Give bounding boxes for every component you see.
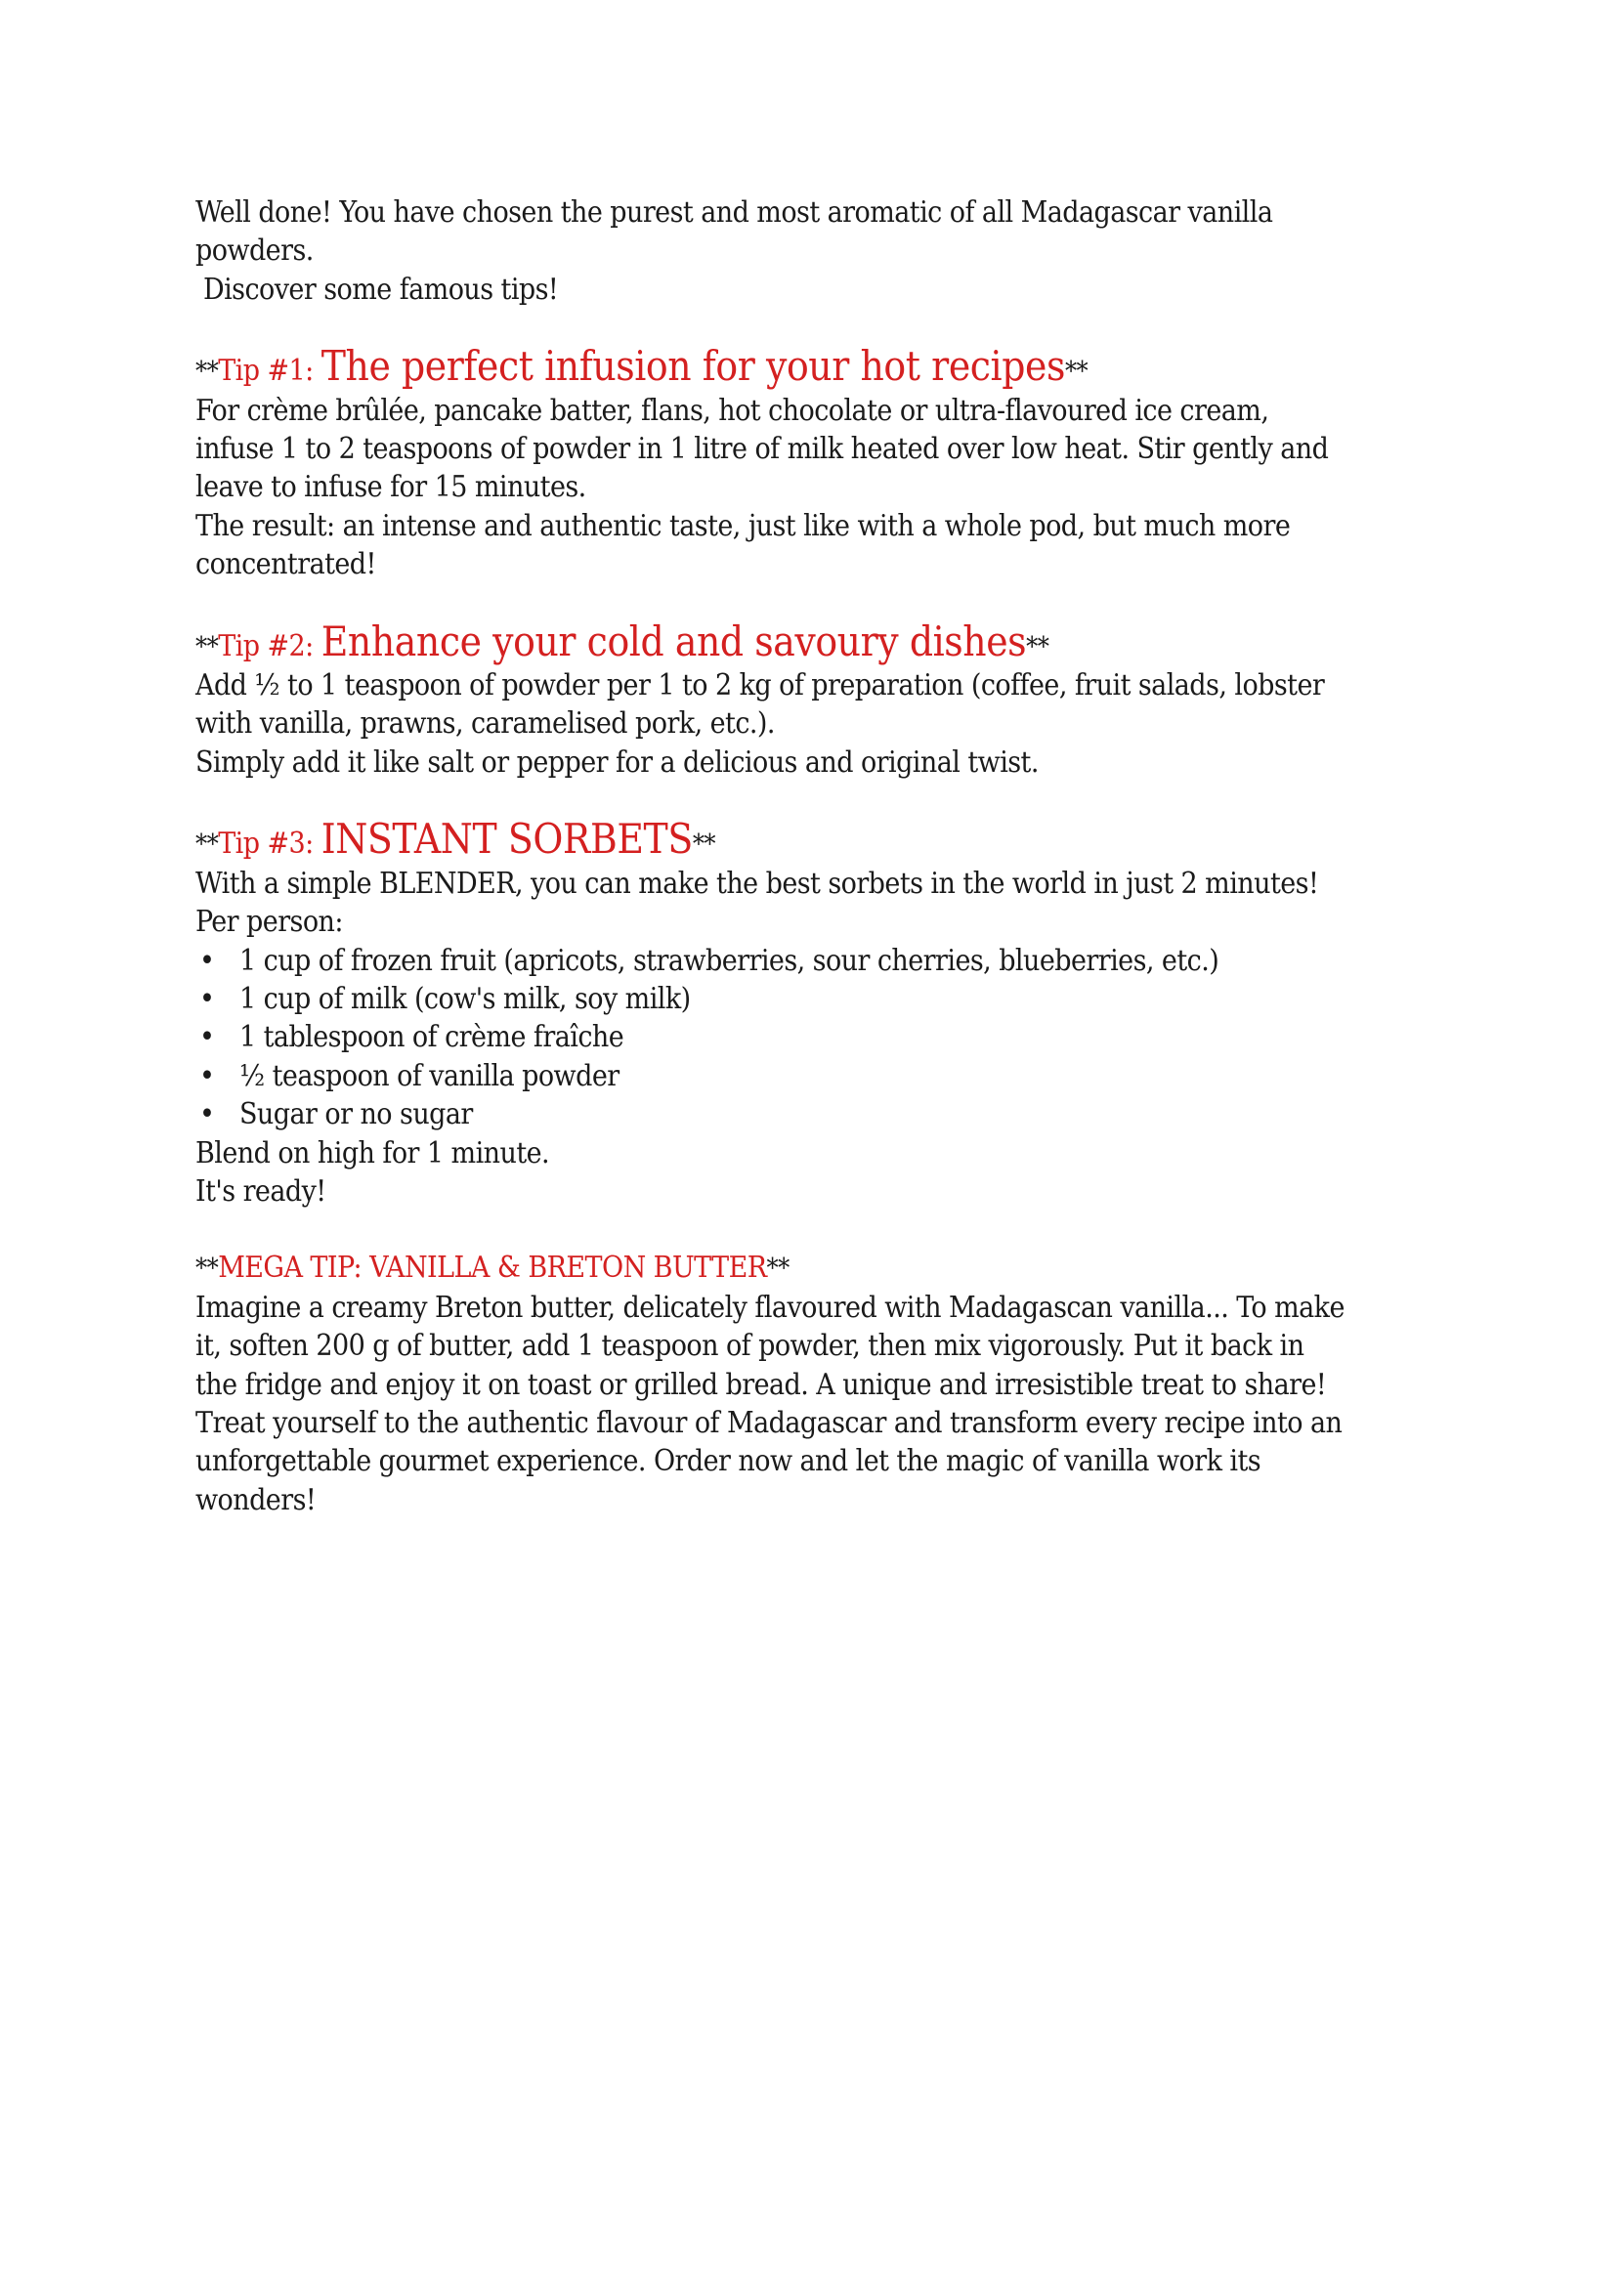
tip-3-line: Per person: xyxy=(195,905,343,940)
tip-prefix-stars: ** xyxy=(195,631,219,662)
tip-suffix-stars: ** xyxy=(766,1254,790,1285)
bullet-icon: • xyxy=(199,1058,215,1093)
intro-line: powders. xyxy=(195,234,314,269)
tip-1-heading xyxy=(195,342,1456,391)
bullet-icon: • xyxy=(199,981,215,1016)
tip-prefix-stars: ** xyxy=(195,829,219,861)
mega-tip-label: MEGA TIP: VANILLA & BRETON BUTTER xyxy=(218,1251,767,1286)
list-item-text: Sugar or no sugar xyxy=(239,1097,473,1132)
tip-prefix-stars: ** xyxy=(195,357,219,388)
list-item xyxy=(195,942,1456,980)
list-item-text: 1 cup of frozen fruit (apricots, strawberries, sour cherries, blueberries, etc.) xyxy=(239,943,1219,978)
mega-tip-section xyxy=(195,1249,1456,1519)
mega-tip-line: unforgettable gourmet experience. Order now and let the magic of vanilla work its xyxy=(195,1444,1261,1479)
tip-3-after-line: Blend on high for 1 minute. xyxy=(195,1135,550,1170)
list-item xyxy=(195,980,1456,1018)
tip-prefix-stars: ** xyxy=(195,1254,219,1285)
tip-1-line: leave to infuse for 15 minutes. xyxy=(195,470,586,505)
tip-3-section xyxy=(195,815,1456,1211)
mega-tip-line: Treat yourself to the authentic flavour of Madagascar and transform every recipe into an xyxy=(195,1405,1343,1440)
mega-tip-heading xyxy=(195,1249,1456,1288)
tip-title: The perfect infusion for your hot recipes xyxy=(320,342,1065,391)
bullet-icon: • xyxy=(199,1020,215,1055)
tip-2-line: Simply add it like salt or pepper for a delicious and original twist. xyxy=(195,744,1039,780)
mega-tip-line: wonders! xyxy=(195,1482,317,1517)
bullet-icon: • xyxy=(199,1097,215,1132)
tip-3-line: With a simple BLENDER, you can make the best sorbets in the world in just 2 minutes! xyxy=(195,866,1319,901)
intro-line: Well done! You have chosen the purest and most aromatic of all Madagascar vanilla xyxy=(195,195,1273,230)
tip-label: Tip #1: xyxy=(218,354,314,389)
section-gap xyxy=(195,1211,1456,1249)
tip-label: Tip #2: xyxy=(218,628,314,663)
tip-1-line: concentrated! xyxy=(195,547,376,582)
tip-1-section xyxy=(195,342,1456,583)
mega-tip-line: it, soften 200 g of butter, add 1 teaspoon of powder, then mix vigorously. Put it back in xyxy=(195,1329,1304,1364)
document-page xyxy=(195,193,1456,1519)
list-item xyxy=(195,1057,1456,1095)
mega-tip-line: the fridge and enjoy it on toast or grilled bread. A unique and irresistible treat to share! xyxy=(195,1367,1327,1402)
tip-title: Enhance your cold and savoury dishes xyxy=(320,617,1027,665)
tip-2-line: with vanilla, prawns, caramelised pork, etc.). xyxy=(195,706,775,742)
tip-2-section xyxy=(195,617,1456,783)
tip-label: Tip #3: xyxy=(218,827,314,862)
intro-line: Discover some famous tips! xyxy=(195,272,559,307)
intro-section xyxy=(195,193,1456,309)
tip-3-after-line: It's ready! xyxy=(195,1173,326,1209)
tip-suffix-stars: ** xyxy=(1026,631,1049,662)
tip-suffix-stars: ** xyxy=(692,829,716,861)
tip-2-heading xyxy=(195,617,1456,666)
list-item xyxy=(195,1095,1456,1133)
mega-tip-line: Imagine a creamy Breton butter, delicately flavoured with Madagascan vanilla... To make xyxy=(195,1290,1345,1325)
tip-1-line: The result: an intense and authentic taste, just like with a whole pod, but much more xyxy=(195,508,1291,543)
list-item-text: ½ teaspoon of vanilla powder xyxy=(239,1058,619,1093)
tip-suffix-stars: ** xyxy=(1064,357,1089,388)
bullet-icon: • xyxy=(199,943,215,978)
list-item-text: 1 tablespoon of crème fraîche xyxy=(239,1020,624,1055)
ingredient-list xyxy=(195,942,1456,1134)
list-item-text: 1 cup of milk (cow's milk, soy milk) xyxy=(239,981,691,1016)
tip-2-line: Add ½ to 1 teaspoon of powder per 1 to 2 kg of preparation (coffee, fruit salads, lobster xyxy=(195,668,1325,703)
tip-title: INSTANT SORBETS xyxy=(320,815,693,864)
tip-1-line: For crème brûlée, pancake batter, flans, hot chocolate or ultra-flavoured ice cream, xyxy=(195,393,1269,428)
list-item xyxy=(195,1018,1456,1056)
tip-3-heading xyxy=(195,815,1456,864)
tip-1-line: infuse 1 to 2 teaspoons of powder in 1 litre of milk heated over low heat. Stir gently and xyxy=(195,432,1329,467)
